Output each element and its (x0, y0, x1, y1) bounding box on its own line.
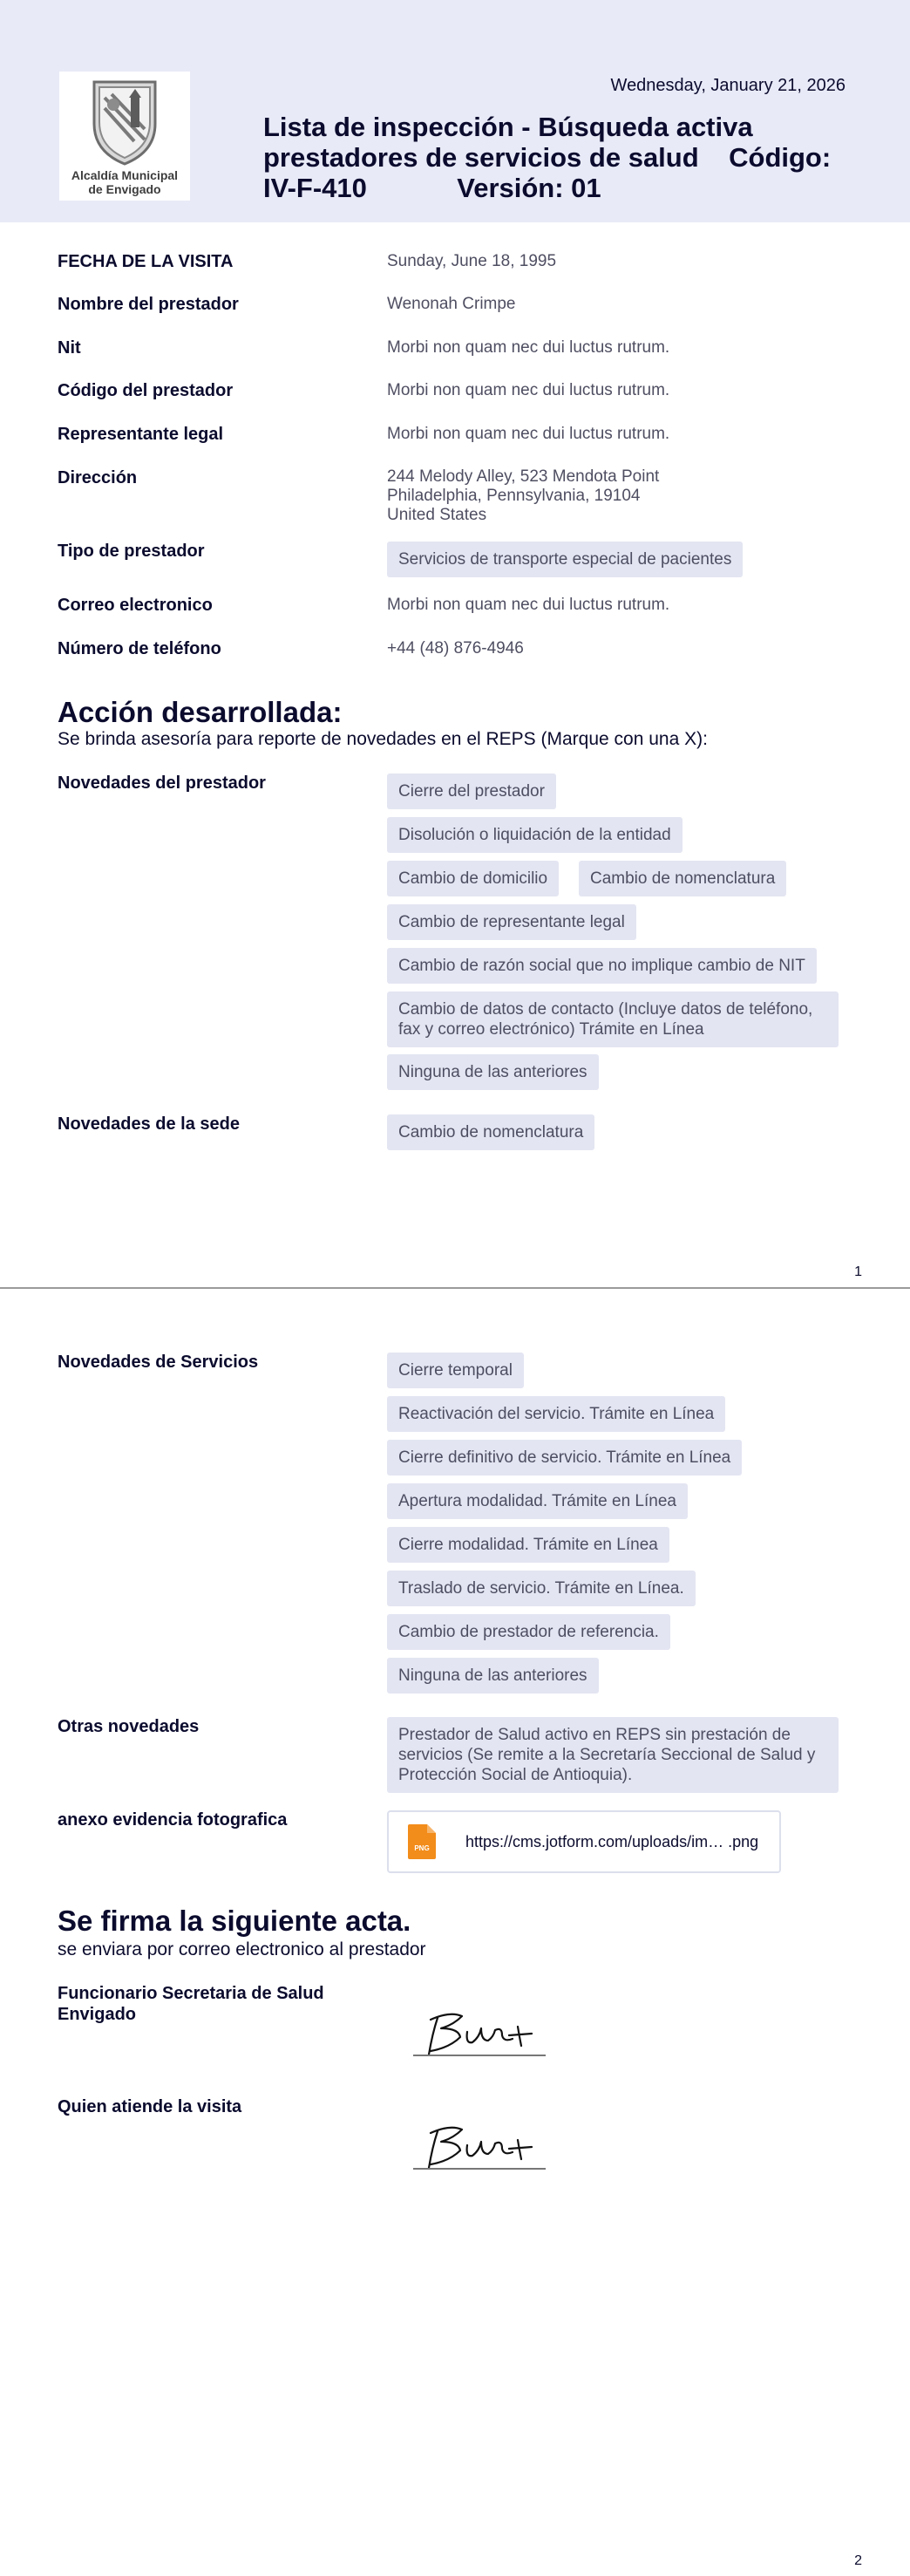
accion-subtitle: Se brinda asesoría para reporte de novedades en el REPS (Marque con una X): (58, 729, 708, 749)
chip-cierre-modalidad: Cierre modalidad. Trámite en Línea (387, 1527, 669, 1563)
chip-cambio-representante: Cambio de representante legal (387, 904, 636, 940)
codigo-prestador-label: Código del prestador (58, 381, 234, 400)
municipality-logo (59, 72, 190, 201)
nombre-prestador-value: Wenonah Crimpe (387, 295, 516, 313)
direccion-line-3: United States (387, 506, 487, 524)
png-file-icon (408, 1824, 436, 1859)
direccion-line-2: Philadelphia, Pennsylvania, 19104 (387, 487, 641, 505)
firma-title: Se firma la siguiente acta. (58, 1905, 411, 1937)
chip-ninguna-prestador: Ninguna de las anteriores (387, 1054, 599, 1090)
attachment-file[interactable] (387, 1810, 781, 1873)
svg-text:de Envigado: de Envigado (88, 182, 161, 196)
attachment-file-name[interactable]: https://cms.jotform.com/uploads/im… .png (465, 1833, 759, 1850)
correo-label: Correo electronico (58, 596, 213, 615)
page-2 (0, 1289, 910, 2576)
chip-sede-cambio-nomenclatura: Cambio de nomenclatura (387, 1114, 594, 1150)
firma-subtitle: se enviara por correo electronico al prestador (58, 1939, 426, 1959)
chip-cambio-prestador-referencia: Cambio de prestador de referencia. (387, 1614, 670, 1650)
chip-cambio-datos-contacto: Cambio de datos de contacto (Incluye datos de teléfono, fax y correo electrónico) Trámite en Línea (387, 992, 839, 1047)
direccion-line-1: 244 Melody Alley, 523 Mendota Point (387, 467, 660, 486)
funcionario-signature (411, 1993, 547, 2063)
header-date: Wednesday, January 21, 2026 (610, 76, 845, 95)
quien-atiende-signature-line (413, 2168, 546, 2170)
anexo-label: anexo evidencia fotografica (58, 1810, 288, 1830)
otras-novedades-chip: Prestador de Salud activo en REPS sin prestación de servicios (Se remite a la Secretaría Seccional de Salud y Protección Social de Antioquia). (387, 1717, 839, 1793)
novedades-sede-label: Novedades de la sede (58, 1114, 240, 1134)
chip-cambio-nomenclatura: Cambio de nomenclatura (579, 861, 786, 896)
codigo-prestador-value: Morbi non quam nec dui luctus rutrum. (387, 381, 670, 399)
otras-novedades-label: Otras novedades (58, 1717, 200, 1736)
fecha-visita-value: Sunday, June 18, 1995 (387, 252, 557, 270)
telefono-value: +44 (48) 876-4946 (387, 639, 524, 658)
accion-title: Acción desarrollada: (58, 696, 343, 728)
chip-cambio-razon-social: Cambio de razón social que no implique cambio de NIT (387, 948, 817, 984)
tipo-prestador-label: Tipo de prestador (58, 542, 205, 561)
representante-legal-label: Representante legal (58, 425, 224, 444)
svg-text:Alcaldía Municipal: Alcaldía Municipal (71, 168, 179, 182)
chip-reactivacion: Reactivación del servicio. Trámite en Línea (387, 1396, 725, 1432)
funcionario-signature-line (413, 2055, 546, 2056)
funcionario-label: Funcionario Secretaria de Salud Envigado (58, 1984, 324, 2024)
chip-apertura-modalidad: Apertura modalidad. Trámite en Línea (387, 1483, 688, 1519)
chip-disolucion: Disolución o liquidación de la entidad (387, 817, 682, 853)
chip-traslado-servicio: Traslado de servicio. Trámite en Línea. (387, 1571, 696, 1606)
chip-cierre-prestador: Cierre del prestador (387, 773, 556, 809)
chip-ninguna-servicios: Ninguna de las anteriores (387, 1658, 599, 1693)
nombre-prestador-label: Nombre del prestador (58, 295, 239, 314)
chip-cierre-temporal: Cierre temporal (387, 1353, 524, 1388)
svg-text:PNG: PNG (414, 1844, 430, 1852)
direccion-label: Dirección (58, 468, 138, 487)
page-number-1: 1 (854, 1264, 862, 1279)
nit-label: Nit (58, 338, 81, 358)
quien-atiende-label: Quien atiende la visita (58, 2097, 242, 2116)
quien-atiende-signature (411, 2107, 547, 2177)
shield-icon (59, 72, 190, 201)
header-band (0, 0, 910, 222)
chip-cierre-definitivo: Cierre definitivo de servicio. Trámite en Línea (387, 1440, 742, 1475)
telefono-label: Número de teléfono (58, 639, 221, 658)
tipo-prestador-chip: Servicios de transporte especial de pacientes (387, 542, 743, 577)
novedades-prestador-label: Novedades del prestador (58, 773, 266, 793)
fecha-visita-label: FECHA DE LA VISITA (58, 252, 234, 271)
page-1 (0, 0, 910, 1287)
chip-cambio-domicilio: Cambio de domicilio (387, 861, 559, 896)
correo-value: Morbi non quam nec dui luctus rutrum. (387, 596, 670, 614)
nit-value: Morbi non quam nec dui luctus rutrum. (387, 338, 670, 357)
page-title: Lista de inspección - Búsqueda activa prestadores de servicios de salud Código: IV-F-410 Versión: 01 (263, 112, 832, 203)
novedades-servicios-label: Novedades de Servicios (58, 1353, 259, 1372)
page-number-2: 2 (854, 2553, 862, 2568)
direccion-value (387, 467, 858, 525)
representante-legal-value: Morbi non quam nec dui luctus rutrum. (387, 425, 670, 443)
